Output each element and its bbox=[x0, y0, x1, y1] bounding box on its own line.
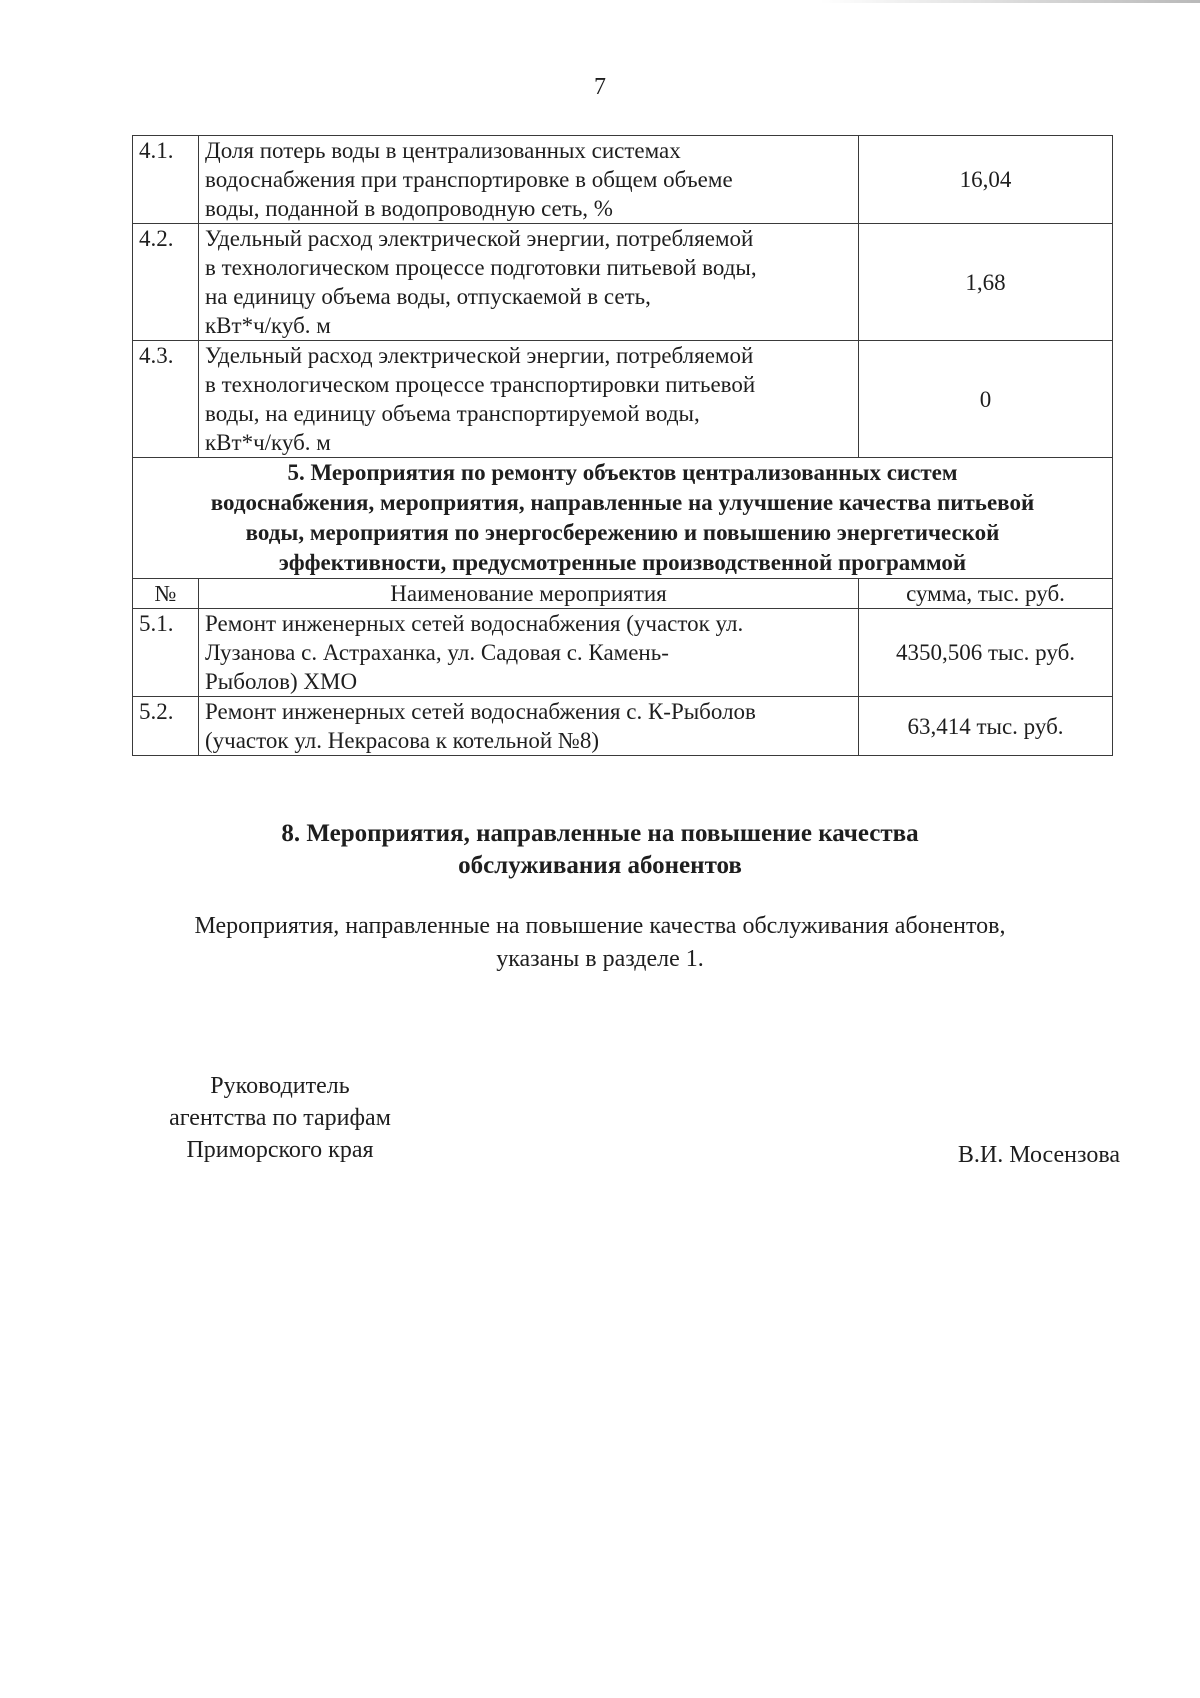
description-line: воды, на единицу объема транспортируемой воды, bbox=[205, 401, 700, 426]
row-description bbox=[199, 697, 859, 756]
row-number: 4.1. bbox=[133, 136, 199, 224]
row-value: 1,68 bbox=[859, 224, 1113, 341]
description-line: Лузанова с. Астраханка, ул. Садовая с. Камень- bbox=[205, 640, 669, 665]
description-line: Рыболов) ХМО bbox=[205, 669, 358, 694]
paragraph-line: Мероприятия, направленные на повышение качества обслуживания абонентов, bbox=[194, 913, 1006, 939]
row-number: 4.2. bbox=[133, 224, 199, 341]
section-title-line: воды, мероприятия по энергосбережению и повышению энергетической bbox=[245, 520, 1000, 545]
signatory-name: В.И. Мосензова bbox=[957, 1142, 1120, 1168]
scan-edge-artifact bbox=[820, 0, 1200, 3]
table-row bbox=[133, 224, 1113, 341]
description-line: кВт*ч/куб. м bbox=[205, 430, 331, 455]
section-8-paragraph bbox=[100, 910, 1100, 976]
signatory-title bbox=[130, 1070, 430, 1166]
row-number: 5.2. bbox=[133, 697, 199, 756]
section-5-title-row bbox=[133, 458, 1113, 579]
row-number: 4.3. bbox=[133, 341, 199, 458]
signatory-title-line: Руководитель bbox=[210, 1073, 350, 1099]
section-5-title bbox=[133, 458, 1113, 579]
description-line: в технологическом процессе транспортировки питьевой bbox=[205, 372, 756, 397]
description-line: Удельный расход электрической энергии, потребляемой bbox=[205, 226, 754, 251]
section-title-line: 5. Мероприятия по ремонту объектов централизованных систем bbox=[287, 460, 958, 485]
description-line: Ремонт инженерных сетей водоснабжения с. К-Рыболов bbox=[205, 699, 756, 724]
section-title-line: водоснабжения, мероприятия, направленные на улучшение качества питьевой bbox=[210, 490, 1035, 515]
table-row bbox=[133, 136, 1113, 224]
description-line: Удельный расход электрической энергии, потребляемой bbox=[205, 343, 754, 368]
header-number: № bbox=[133, 579, 199, 609]
indicators-table bbox=[132, 135, 1113, 756]
row-description bbox=[199, 224, 859, 341]
table-row bbox=[133, 697, 1113, 756]
description-line: (участок ул. Некрасова к котельной №8) bbox=[205, 728, 600, 753]
description-line: в технологическом процессе подготовки питьевой воды, bbox=[205, 255, 757, 280]
description-line: воды, поданной в водопроводную сеть, % bbox=[205, 196, 613, 221]
row-description bbox=[199, 341, 859, 458]
description-line: кВт*ч/куб. м bbox=[205, 313, 331, 338]
row-value: 16,04 bbox=[859, 136, 1113, 224]
signatory-title-line: Приморского края bbox=[186, 1137, 374, 1163]
signatory-title-line: агентства по тарифам bbox=[169, 1105, 391, 1131]
page-number: 7 bbox=[594, 74, 606, 100]
description-line: на единицу объема воды, отпускаемой в сеть, bbox=[205, 284, 651, 309]
row-value: 0 bbox=[859, 341, 1113, 458]
heading-line: 8. Мероприятия, направленные на повышение качества bbox=[281, 820, 919, 847]
heading-line: обслуживания абонентов bbox=[458, 852, 742, 879]
table-row bbox=[133, 341, 1113, 458]
row-value: 4350,506 тыс. руб. bbox=[859, 609, 1113, 697]
row-description bbox=[199, 136, 859, 224]
row-number: 5.1. bbox=[133, 609, 199, 697]
description-line: Ремонт инженерных сетей водоснабжения (участок ул. bbox=[205, 611, 744, 636]
description-line: водоснабжения при транспортировке в общем объеме bbox=[205, 167, 733, 192]
table-header-row bbox=[133, 579, 1113, 609]
description-line: Доля потерь воды в централизованных системах bbox=[205, 138, 681, 163]
section-8-heading bbox=[0, 818, 1200, 882]
row-value: 63,414 тыс. руб. bbox=[859, 697, 1113, 756]
header-sum: сумма, тыс. руб. bbox=[859, 579, 1113, 609]
header-name: Наименование мероприятия bbox=[199, 579, 859, 609]
section-title-line: эффективности, предусмотренные производственной программой bbox=[278, 550, 967, 575]
table-row bbox=[133, 609, 1113, 697]
row-description bbox=[199, 609, 859, 697]
paragraph-line: указаны в разделе 1. bbox=[496, 946, 704, 972]
